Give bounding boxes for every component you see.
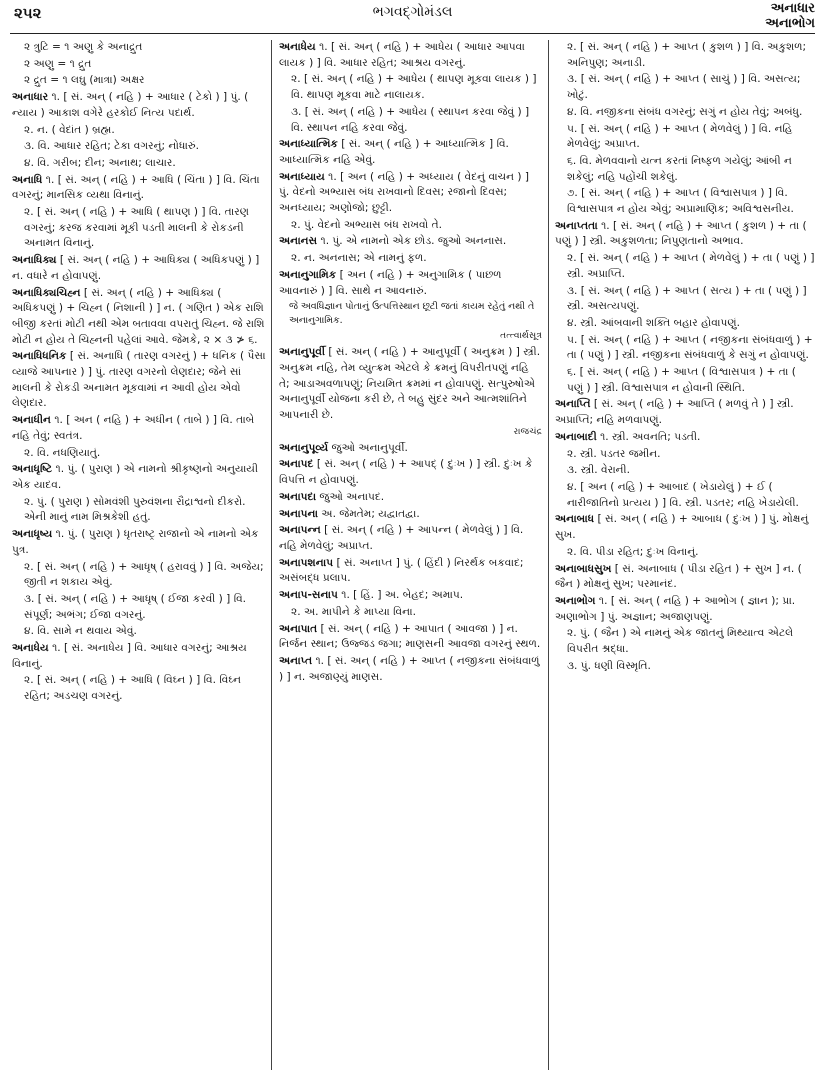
- entry-sense: [555, 480, 815, 511]
- headword: અનાધૃષ્ય: [12, 528, 53, 541]
- entry-text: [ સં. અન્ ( નહિ ) + આધિક્ય ( અધિકપણું ) + ચિહ્ન ( નિશાની ) ] ન. ( ગણિત ) એક રાશિ બીજી કરતાં મોટી નથી એમ બતાવવા વપરાતું ચિહ્ન. જે રાશિ મોટી ન હોય તે ચિહ્નની પહેલાં આવે. જેમકે, ૨ × ૩ ≯ ૬.: [12, 286, 265, 346]
- headword: અનાધ્યાત્મિક: [279, 138, 338, 151]
- headword: અનાધિ: [12, 173, 43, 186]
- headword: અનાપ-સનાપ: [279, 589, 338, 602]
- entry-text: ૧. [ હિં. ] અ. બેહદ; અમાપ.: [337, 589, 464, 602]
- headword: અનાપદ: [279, 458, 314, 471]
- entry-text: જુઓ અનાપદ.: [316, 490, 385, 503]
- dictionary-entry: [12, 527, 267, 558]
- entry-sense: [12, 495, 267, 526]
- entry-text: [ સં. અનાપ્ત ] પું. ( હિંદી ) નિરર્થક બકવાદ; અસંબદ્ધ પ્રલાપ.: [279, 556, 524, 585]
- headword: અનાધાર: [12, 91, 49, 104]
- headword: અનાધ્યાય: [279, 170, 325, 183]
- entry-text: ૫. [ સં. અન્ ( નહિ ) + આપ્ત ( મેળવેલું ) ] વિ. નહિ મેળવેલું; અપ્રાપ્ત.: [567, 122, 793, 151]
- entry-sense: [555, 626, 815, 657]
- dictionary-entry: [279, 556, 542, 587]
- guide-word-first: અનાધાર: [770, 1, 815, 16]
- entry-sense: [12, 139, 267, 155]
- entry-sense: [555, 154, 815, 185]
- headword: અનાનુગામિક: [279, 268, 337, 281]
- quotation: [279, 300, 542, 328]
- entry-text: ૨. પું. વેદનો અભ્યાસ બંધ રાખવો તે.: [291, 218, 443, 231]
- entry-text: ૪. વિ. ગરીબ; દીન; અનાથ; લાચાર.: [24, 156, 176, 169]
- entry-text: ૧. [ સં. અન્ ( નહિ ) + આભોગ ( જ્ઞાન ); પ્રા. અણાભોગ ] પું. અજ્ઞાન; અજાણપણું.: [555, 594, 796, 623]
- headword: અનાધિક્ય: [12, 254, 57, 267]
- column-1: [12, 40, 267, 1070]
- entry-sense: [555, 365, 815, 396]
- entry-sense: [555, 316, 815, 332]
- dictionary-entry: [12, 253, 267, 284]
- headword: અનાધિધનિક: [12, 350, 67, 363]
- entry-text: જે અવધિજ્ઞાન પોતાનું ઉત્પત્તિસ્થાન છૂટી જતાં કાયમ રહેતું નથી તે અનાનુગામિક.: [289, 301, 535, 327]
- headword: અનાપશનાપ: [279, 556, 334, 569]
- headword: અનાધિક્યચિહ્ન: [12, 286, 81, 299]
- entry-text: ૧. [ અન ( નહિ ) + અધીન ( તાબે ) ] વિ. તાબે નહિ તેવું; સ્વતંત્ર.: [12, 414, 255, 442]
- headword: અનાપદા: [279, 490, 317, 503]
- entry-text: ૨. [ સં. અન્ ( નહિ ) + આપ્ત ( કુશળ ) ] વિ. અકુશળ; અનિપુણ; અનાડી.: [567, 41, 807, 69]
- entry-text: ૨. પું. ( જૈન ) એ નામનું એક જાતનું મિથ્યાત્વ એટલે વિપરીત શ્રદ્ધા.: [567, 627, 794, 656]
- entry-text: ૧. [ સં. અન્ ( નહિ ) + આધેય ( આધાર આપવા લાયક ) ] વિ. આધાર રહિત; આશ્રય વગરનું.: [279, 41, 525, 69]
- dictionary-entry: [12, 413, 267, 444]
- column-divider: [548, 40, 549, 1070]
- headword: અનાપના: [279, 507, 319, 520]
- entry-sense: [279, 251, 542, 267]
- dictionary-entry: [279, 441, 542, 457]
- dictionary-entry: [12, 349, 267, 412]
- entry-sense: [555, 659, 815, 675]
- dictionary-entry: [555, 430, 815, 446]
- entry-text: ૪. વિ. નજીકના સંબંધ વગરનું; સગું ન હોય તેવું; અબંધુ.: [567, 105, 803, 118]
- column-divider: [271, 40, 272, 1070]
- entry-sense: [12, 156, 267, 172]
- entry-text: [ સં. અન્ ( નહિ ) + આપન્ન ( મેળવેલું ) ] વિ. નહિ મેળવેલું; અપ્રાપ્ત.: [279, 524, 524, 552]
- entry-sense: [555, 447, 815, 463]
- entry-text: ૧. પું. ( પુરાણ ) ધૃતરાષ્ટ્ર રાજાનો એ નામનો એક પુત્ર.: [12, 528, 259, 556]
- entry-text: [ સં. અનાબાધ ( પીડા રહિત ) + સુખ ] ન. ( જૈન ) મોક્ષનું સુખ; પરમાનંદ.: [555, 562, 802, 591]
- entry-text: ૨. અ. માપીને કે માપ્યા વિના.: [291, 605, 416, 618]
- entry-sense: [12, 673, 267, 704]
- entry-sense: [12, 446, 267, 462]
- entry-sense: [279, 218, 542, 234]
- entry-text: ૨ ત્રુટિ = ૧ અણુ કે અનાદ્રુત: [24, 41, 143, 53]
- dictionary-entry: [279, 622, 542, 653]
- citation-source: [279, 329, 542, 342]
- entry-sense: [279, 72, 542, 103]
- dictionary-entry: [555, 562, 815, 593]
- entry-text: ૨. સ્ત્રી. પડતર જમીન.: [567, 447, 661, 460]
- entry-sense: [12, 57, 267, 73]
- entry-text: ૩. વિ. આધાર રહિત; ટેકા વગરનું; નોધારું.: [24, 140, 200, 153]
- entry-text: ૧. [ સં. અન્ ( નહિ ) + આપ્ત ( કુશળ ) + તા ( પણું ) ] સ્ત્રી. અકુશળતા; નિપુણતાનો અભાવ.: [555, 219, 807, 248]
- entry-text: ૨. પું. ( પુરાણ ) સોમવંશી પુરુવંશના રૌદ્રાશ્વનો દીકરો. એની માનું નામ મિશ્રકેશી હતું.: [24, 495, 246, 524]
- entry-text: [ સં. અન્ ( નહિ ) + આધ્યાત્મિક ] વિ. આધ્યાત્મિક નહિ એવું.: [279, 138, 509, 166]
- entry-sense: [12, 73, 267, 89]
- headword: અનાધૃષ્ટિ: [12, 463, 53, 476]
- headword: અનાપ્તિ: [555, 398, 591, 411]
- entry-sense: [12, 40, 267, 56]
- entry-text: [ સં. અન્ ( નહિ ) + આપ્તિ ( મળવું તે ) ] સ્ત્રી. અપ્રાપ્તિ; નહિ મળવાપણું.: [555, 398, 794, 427]
- headword: અનાનુપૂર્વી: [279, 346, 326, 359]
- entry-text: ૧. પું. એ નામનો એક છોડ. જુઓ અનનાસ.: [317, 235, 507, 248]
- entry-text: ૩. [ સં. અન્ ( નહિ ) + આધૃષ્ ( ઈજા કરવી ) ] વિ. સંપૂર્ણ; અભંગ; ઈજા વગરનું.: [24, 592, 247, 621]
- entry-text: ૬. [ સં. અન્ ( નહિ ) + આપ્ત ( વિશ્વાસપાત્ર ) + તા ( પણું ) ] સ્ત્રી. વિશ્વાસપાત્ર ન હોવાની સ્થિતિ.: [567, 366, 796, 394]
- entry-text: ૨. [ સં. અન્ ( નહિ ) + આધિ ( વિઘ્ન ) ] વિ. વિઘ્ન રહિત; અડચણ વગરનું.: [24, 674, 241, 703]
- headword: અનાબાધસુખ: [555, 562, 612, 575]
- dictionary-entry: [12, 641, 267, 672]
- dictionary-entry: [279, 490, 542, 506]
- entry-text: ૨. વિ. નધણિયાતું.: [24, 446, 101, 459]
- dictionary-entry: [555, 397, 815, 428]
- entry-text: [ સં. અનાધિ ( તારણ વગરનું ) + ધનિક ( પૈસા વ્યાજે આપનાર ) ] પું. તારણ વગરનો લેણદાર; જેને સાં માલની કે રોકડી અનામત મૂકવામાં ન આવી હોય એવો લેણદાર.: [12, 350, 266, 410]
- entry-text: ૨. વિ. પીડા રહિત; દુઃખ વિનાનું.: [567, 545, 699, 558]
- entry-sense: [555, 463, 815, 479]
- entry-sense: [555, 284, 815, 315]
- entry-text: ૨. [ સં. અન્ ( નહિ ) + આધિ ( થાપણ ) ] વિ. તારણ વગરનું; કરજ કરવામાં મૂકી પડતી માલની કે રોકડની અનામત વિનાનું.: [24, 206, 249, 250]
- entry-sense: [12, 123, 267, 139]
- entry-sense: [12, 624, 267, 640]
- entry-text: રાજચંદ્ર: [513, 425, 542, 437]
- entry-text: ૨. ન. અનનાસ; એ નામનું ફળ.: [291, 252, 427, 265]
- entry-sense: [555, 122, 815, 153]
- headword: અનાધીન: [12, 414, 51, 427]
- entry-sense: [12, 205, 267, 252]
- guide-word-last: અનાભોગ: [765, 16, 815, 31]
- header-rule: [10, 33, 815, 34]
- dictionary-entry: [279, 345, 542, 424]
- headword: અનાભોગ: [555, 594, 596, 607]
- entry-text: ૨. [ સં. અન્ ( નહિ ) + આધેય ( થાપણ મૂકવા લાયક ) ] વિ. થાપણ મૂકવા માટે નાલાયક.: [291, 73, 537, 102]
- entry-text: ૨. [ સં. અન્ ( નહિ ) + આપ્ત ( મેળવેલું ) + તા ( પણું ) ] સ્ત્રી. અપ્રાપ્તિ.: [567, 252, 815, 280]
- guide-words: [765, 1, 815, 31]
- dictionary-entry: [279, 654, 542, 685]
- entry-text: ૧. [ સં. અનાધેય ] વિ. આધાર વગરનું; આશ્રય વિનાનું.: [12, 642, 247, 670]
- headword: અનાપન્ન: [279, 524, 321, 537]
- dictionary-entry: [279, 40, 542, 71]
- entry-text: ૧. [ સં. અન્ ( નહિ ) + આપ્ત ( નજીકના સંબંધવાળું ) ] ન. અજાણ્યું માણસ.: [279, 654, 540, 683]
- entry-text: [ સં. અન્ ( નહિ ) + આધિક્ય ( અધિકપણું ) ] ન. વધારે ન હોવાપણું.: [12, 254, 260, 282]
- entry-sense: [12, 560, 267, 591]
- entry-text: [ સં. અન્ ( નહિ ) + આબાધ ( દુઃખ ) ] પું. મોક્ષનું સુખ.: [555, 513, 809, 542]
- entry-text: જુઓ અનાનુપૂર્વી.: [328, 441, 408, 454]
- entry-sense: [555, 186, 815, 217]
- entry-text: ૩. સ્ત્રી. વેરાની.: [567, 464, 630, 477]
- entry-sense: [555, 105, 815, 121]
- entry-text: ૨ દ્રુત = ૧ લઘુ (માત્રા) અક્ષર: [24, 74, 145, 87]
- entry-text: ૨ અણુ = ૧ દ્રુત: [24, 57, 92, 70]
- entry-text: ૬. વિ. મેળવવાનો યત્ન કરતાં નિષ્ફળ ગયેલું; આંબી ન શકેલું; નહિ પહોંચી શકેલું.: [567, 154, 792, 183]
- headword: અનાધેય: [279, 41, 316, 53]
- entry-text: ૧. [ સં. અન્ ( નહિ ) + આધાર ( ટેકો ) ] પું. ( ન્યાય ) આકાશ વગેરે હરકોઈ નિત્ય પદાર્થ.: [12, 91, 249, 119]
- entry-text: ૨. [ સં. અન્ ( નહિ ) + આધૃષ્ ( હરાવવું ) ] વિ. અજેય; જીતી ન શકાય એવું.: [24, 560, 264, 589]
- dictionary-entry: [279, 588, 542, 604]
- entry-text: [ સં. અન્ ( નહિ ) + આનુપૂર્વી ( અનુક્રમ ) ] સ્ત્રી. અનુક્રમ નહિ, તેમ વ્યુત્ક્રમ એટલે કે ક્રમનું વિપરીતપણું નહિ તે; આડાઅવળાપણું; નિયમિત ક્રમમાં ન હોવાપણું. સત્પુરુષોએ અનાનુપૂર્વી યોજના કરી છે, તે બહુ સુંદર અને આત્મશાંતિને આપનારી છે.: [279, 346, 541, 422]
- dictionary-entry: [279, 523, 542, 554]
- entry-text: ૩. [ સં. અન્ ( નહિ ) + આપ્ત ( સાચું ) ] વિ. અસત્ય; ખોટું.: [567, 73, 801, 102]
- dictionary-entry: [279, 170, 542, 217]
- entry-text: ૪. વિ. સામે ન થવાય એવું.: [24, 625, 137, 638]
- dictionary-entry: [12, 462, 267, 493]
- entry-text: ૩. [ સં. અન્ ( નહિ ) + આધેય ( સ્થાપન કરવા જેવું ) ] વિ. સ્થાપન નહિ કરવા જેવું.: [291, 105, 530, 134]
- headword: અનાબાદી: [555, 430, 597, 443]
- entry-sense: [555, 251, 815, 282]
- headword: અનાનસ: [279, 235, 318, 248]
- headword: અનાધેય: [12, 642, 49, 655]
- entry-text: ૫. [ સં. અન્ ( નહિ ) + આપ્ત ( નજીકના સંબંધવાળું ) + તા ( પણું ) ] સ્ત્રી. નજીકના સંબંધવાળું કે સગું ન હોવાપણું.: [567, 333, 813, 362]
- dictionary-entry: [555, 594, 815, 625]
- dictionary-entry: [12, 90, 267, 121]
- entry-text: [ સં. અન્ ( નહિ ) + આપાત ( આવજા ) ] ન. નિર્જન સ્થાન; ઉજ્જડ જગા; માણસની આવજા વગરનું સ્થળ.: [279, 622, 541, 651]
- entry-text: ૭. [ સં. અન્ ( નહિ ) + આપ્ત ( વિશ્વાસપાત્ર ) ] વિ. વિશ્વાસપાત્ર ન હોય એવું; અપ્રામાણિક; અવિશ્વસનીય.: [567, 187, 794, 216]
- dictionary-entry: [279, 268, 542, 299]
- page-header: [0, 0, 825, 34]
- entry-sense: [279, 105, 542, 136]
- entry-text: અ. જેમતેમ; યદ્વાતદ્વા.: [318, 507, 420, 520]
- dictionary-entry: [279, 457, 542, 488]
- headword: અનાપ્તતા: [555, 219, 598, 232]
- entry-text: ૨. ન. ( વેદાંત ) બ્રહ્મ.: [24, 123, 115, 136]
- entry-text: ૩. પું. ધણી વિસ્મૃતિ.: [567, 659, 651, 672]
- entry-text: [ સં. અન્ ( નહિ ) + આપદ્ ( દુઃખ ) ] સ્ત્રી. દુઃખ કે વિપત્તિ ન હોવાપણું.: [279, 458, 533, 487]
- entry-text: ૪. [ અન ( નહિ ) + આબાદ ( ખેડાયેલું ) + ઈ ( નારીજાતિનો પ્રત્યય ) ] વિ. સ્ત્રી. પડતર; નહિ ખેડાયેલી.: [567, 480, 799, 509]
- citation-source: [279, 425, 542, 438]
- dictionary-entry: [279, 234, 542, 250]
- entry-sense: [555, 40, 815, 71]
- dictionary-entry: [12, 286, 267, 349]
- headword: અનાપાત: [279, 622, 318, 635]
- dictionary-entry: [279, 507, 542, 523]
- dictionary-entry: [555, 219, 815, 250]
- entry-text: ૩. [ સં. અન્ ( નહિ ) + આપ્ત ( સત્ય ) + તા ( પણું ) ] સ્ત્રી. અસત્યપણું.: [567, 284, 807, 313]
- entry-text: ૧. સ્ત્રી. અવનતિ; પડતી.: [596, 430, 701, 443]
- column-2: [279, 40, 542, 1070]
- headword: અનાનુપૂર્વ્ય: [279, 441, 329, 454]
- entry-sense: [555, 72, 815, 103]
- entry-text: ૧. [ સં. અન્ ( નહિ ) + આધિ ( ચિંતા ) ] વિ. ચિંતા વગરનું; માનસિક વ્યથા વિનાનું.: [12, 173, 260, 202]
- page-number: ૨૫૨: [14, 4, 42, 22]
- entry-text: ૪. સ્ત્રી. આંબવાની શક્તિ બહાર હોવાપણું.: [567, 316, 740, 329]
- running-title: ભગવદ્ગોમંડલ: [372, 4, 453, 20]
- entry-text: તત્ત્વાર્થસૂત્ર: [500, 330, 542, 342]
- dictionary-entry: [555, 512, 815, 543]
- entry-sense: [12, 592, 267, 623]
- dictionary-entry: [279, 137, 542, 168]
- headword: અનાબાધ: [555, 513, 595, 526]
- headword: અનાપ્ત: [279, 654, 313, 667]
- column-3: [555, 40, 815, 1070]
- entry-text: [ અન ( નહિ ) + અનુગામિક ( પાછળ આવનારું ) ] વિ. સાથે ન આવનારું.: [279, 268, 502, 297]
- entry-text: ૧. [ અન ( નહિ ) + અધ્યાય ( વેદનું વાચન ) ] પું. વેદનો અભ્યાસ બંધ રાખવાનો દિવસ; રજાનો દિવસ; અનધ્યાય; અણોજો; છુટ્ટી.: [279, 170, 530, 215]
- entry-sense: [555, 333, 815, 364]
- entry-sense: [279, 605, 542, 621]
- entry-sense: [555, 545, 815, 561]
- entry-text: ૧. પું. ( પુરાણ ) એ નામનો શ્રીકૃષ્ણનો અનુયાયી એક યાદવ.: [12, 463, 258, 491]
- dictionary-entry: [12, 173, 267, 204]
